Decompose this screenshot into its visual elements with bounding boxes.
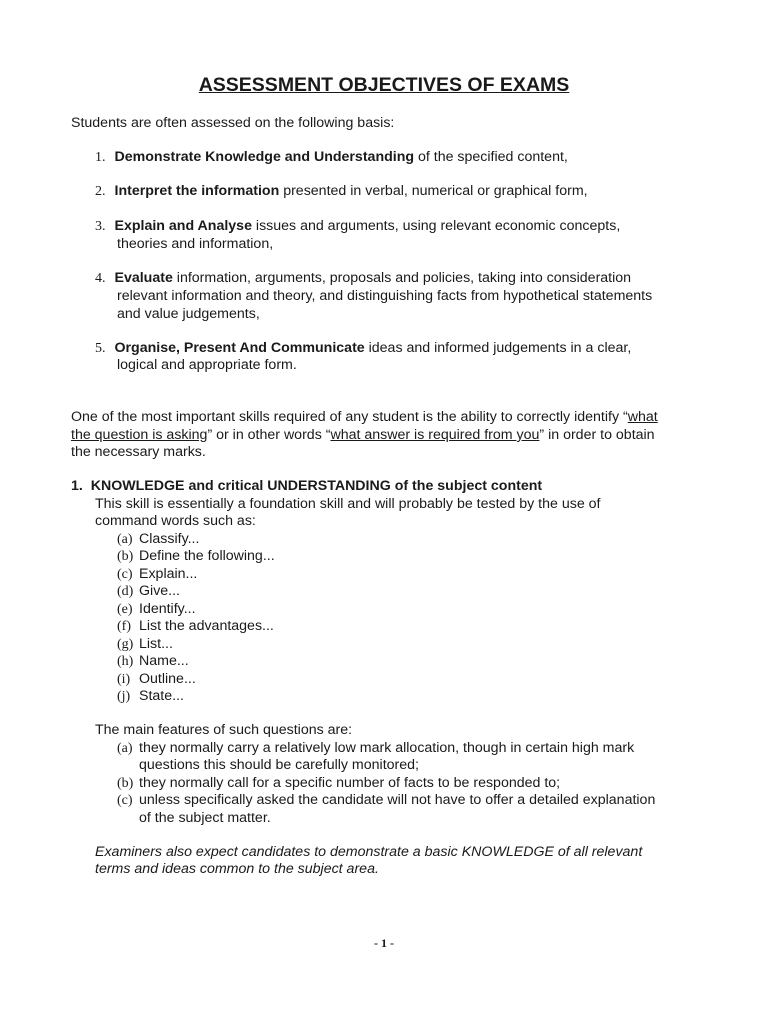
section-description: This skill is essentially a foundation skill and will probably be tested by the use of bbox=[95, 496, 601, 512]
paragraph-line bbox=[71, 409, 658, 427]
command-item bbox=[117, 653, 189, 671]
section-description: command words such as: bbox=[95, 513, 256, 529]
command-text: State... bbox=[139, 688, 184, 704]
objective-number: 3. bbox=[95, 219, 106, 234]
feature-item bbox=[117, 792, 655, 810]
command-item bbox=[117, 601, 196, 619]
objective-number: 5. bbox=[95, 341, 106, 356]
paragraph-line bbox=[71, 427, 655, 445]
objective-text: presented in verbal, numerical or graphical form, bbox=[279, 183, 588, 199]
objective-text: ideas and informed judgements in a clear, bbox=[364, 340, 632, 356]
objective-keyword: Demonstrate Knowledge and Understanding bbox=[114, 149, 415, 165]
item-letter: (j) bbox=[117, 689, 131, 704]
features-intro: The main features of such questions are: bbox=[95, 722, 353, 738]
item-letter: (b) bbox=[117, 549, 134, 564]
item-letter: (a) bbox=[117, 532, 133, 547]
objective-item bbox=[95, 218, 620, 236]
command-text: List the advantages... bbox=[139, 618, 274, 634]
item-letter: (a) bbox=[117, 741, 133, 756]
objective-keyword: Explain and Analyse bbox=[114, 218, 252, 234]
objective-item bbox=[95, 149, 568, 167]
paragraph-text: ” in order to obtain bbox=[539, 427, 655, 443]
command-text: Explain... bbox=[139, 566, 198, 582]
underlined-phrase: what answer is required from you bbox=[330, 427, 540, 443]
underlined-phrase: what bbox=[627, 409, 658, 425]
paragraph-line: the necessary marks. bbox=[71, 444, 206, 460]
feature-item bbox=[117, 775, 560, 793]
feature-item bbox=[117, 740, 634, 758]
item-letter: (h) bbox=[117, 654, 134, 669]
command-text: Classify... bbox=[139, 531, 200, 547]
command-text: Give... bbox=[139, 583, 180, 599]
objective-text: information, arguments, proposals and policies, taking into consideration bbox=[172, 270, 632, 286]
command-item bbox=[117, 548, 275, 566]
command-text: Name... bbox=[139, 653, 189, 669]
feature-text: of the subject matter. bbox=[139, 810, 271, 826]
item-letter: (g) bbox=[117, 637, 134, 652]
intro-text: Students are often assessed on the following basis: bbox=[71, 115, 395, 131]
underlined-phrase: the question is asking bbox=[71, 427, 208, 443]
section-heading: 1. KNOWLEDGE and critical UNDERSTANDING of the subject content bbox=[71, 478, 543, 494]
command-item bbox=[117, 531, 199, 549]
objective-keyword: Interpret the information bbox=[114, 183, 280, 199]
feature-text: they normally call for a specific number of facts to be responded to; bbox=[139, 775, 561, 791]
item-letter: (c) bbox=[117, 793, 133, 808]
paragraph-text: One of the most important skills required of any student is the ability to correctly identify “ bbox=[71, 409, 628, 425]
command-text: Define the following... bbox=[139, 548, 275, 564]
page-title: ASSESSMENT OBJECTIVES OF EXAMS bbox=[198, 74, 570, 96]
item-letter: (f) bbox=[117, 619, 131, 634]
item-letter: (b) bbox=[117, 776, 134, 791]
command-text: Identify... bbox=[139, 601, 196, 617]
examiner-note: terms and ideas common to the subject area. bbox=[95, 861, 379, 877]
command-text: Outline... bbox=[139, 671, 196, 687]
objective-keyword: Evaluate bbox=[114, 270, 173, 286]
objective-item bbox=[95, 183, 588, 201]
item-letter: (c) bbox=[117, 567, 133, 582]
command-item bbox=[117, 618, 274, 636]
objective-text: theories and information, bbox=[117, 236, 274, 252]
command-item bbox=[117, 671, 196, 689]
objective-text: issues and arguments, using relevant economic concepts, bbox=[251, 218, 621, 234]
feature-text: unless specifically asked the candidate will not have to offer a detailed explanation bbox=[139, 792, 656, 808]
objective-number: 2. bbox=[95, 184, 106, 199]
feature-text: questions this should be carefully monitored; bbox=[139, 757, 419, 773]
command-item bbox=[117, 636, 173, 654]
objective-keyword: Organise, Present And Communicate bbox=[114, 340, 365, 356]
item-letter: (d) bbox=[117, 584, 134, 599]
objective-text: logical and appropriate form. bbox=[117, 357, 297, 373]
item-letter: (i) bbox=[117, 672, 131, 687]
objective-text: and value judgements, bbox=[117, 306, 260, 322]
item-letter: (e) bbox=[117, 602, 133, 617]
command-item bbox=[117, 583, 180, 601]
objective-item bbox=[95, 340, 631, 358]
command-item bbox=[117, 688, 184, 706]
command-text: List... bbox=[139, 636, 173, 652]
examiner-note: Examiners also expect candidates to demonstrate a basic KNOWLEDGE of all relevant bbox=[95, 844, 643, 860]
objective-text: relevant information and theory, and distinguishing facts from hypothetical statements bbox=[117, 288, 653, 304]
command-item bbox=[117, 566, 197, 584]
objective-text: of the specified content, bbox=[414, 149, 568, 165]
objective-number: 1. bbox=[95, 150, 106, 165]
paragraph-text: ” or in other words “ bbox=[207, 427, 331, 443]
objective-number: 4. bbox=[95, 271, 106, 286]
page-number: - 1 - bbox=[374, 936, 394, 950]
objective-item bbox=[95, 270, 631, 288]
feature-text: they normally carry a relatively low mark allocation, though in certain high mark bbox=[139, 740, 635, 756]
